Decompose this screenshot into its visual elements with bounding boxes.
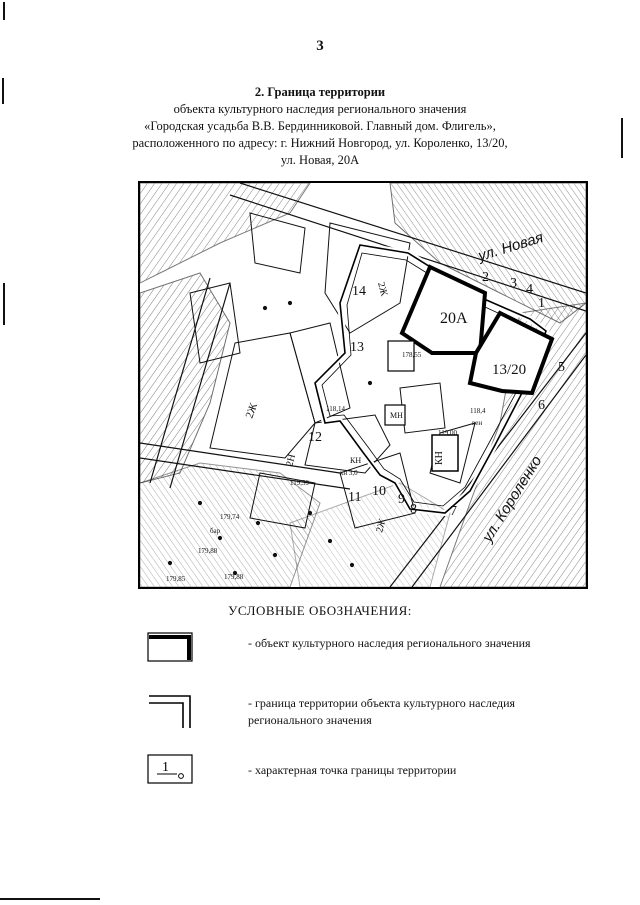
elevation-118-4: 118,4: [470, 407, 486, 415]
boundary-point-11: 11: [348, 490, 362, 505]
legend-text-boundary-point: - характерная точка границы территории: [248, 763, 457, 777]
boundary-point-4: 4: [526, 282, 533, 297]
boundary-point-10: 10: [372, 484, 386, 499]
elevation-119-39: 119,39: [290, 479, 309, 487]
boundary-point-symbol-number: 1: [162, 760, 169, 775]
page-number: 3: [316, 38, 324, 54]
elevation-178-55: 178,55: [402, 351, 422, 359]
label-2zh-bottom: 2Ж: [374, 517, 389, 534]
scan-margin-mark-right: [621, 118, 623, 158]
title-line-2: «Городская усадьба В.В. Бердинниковой. Главный дом. Флигель»,: [144, 119, 496, 133]
boundary-point-3: 3: [510, 276, 517, 291]
label-mn: МН: [390, 411, 403, 420]
heritage-object-symbol: [147, 632, 193, 662]
label-kn: КН: [434, 451, 445, 465]
title-line-1: объекта культурного наследия регионального значения: [173, 102, 467, 116]
boundary-point-2: 2: [482, 270, 489, 285]
label-kn-3: кн 3,0: [340, 469, 358, 477]
boundary-point-12: 12: [308, 430, 322, 445]
elevation-179-85: 179,85: [166, 575, 186, 583]
legend-text-heritage-object: - объект культурного наследия регионального значения: [248, 636, 531, 650]
boundary-point-14: 14: [352, 284, 366, 299]
title-heading: 2. Граница территории: [254, 85, 386, 99]
document-title: [100, 84, 540, 169]
territory-boundary-symbol: [147, 693, 193, 729]
elevation-119-00: 119,00: [438, 429, 457, 437]
boundary-point-13: 13: [350, 340, 364, 355]
boundary-point-1: 1: [538, 296, 545, 311]
boundary-point-9: 9: [398, 492, 405, 507]
building-label-20a: 20А: [440, 310, 468, 327]
territory-map-svg: [140, 183, 586, 587]
scan-margin-mark-lower: [3, 283, 5, 325]
street-novaya-label: ул. Новая: [476, 228, 546, 265]
building-label-13-20: 13/20: [492, 362, 527, 378]
boundary-point-8: 8: [410, 502, 417, 517]
scan-margin-mark-bottom: [0, 898, 100, 900]
title-line-3: расположенного по адресу: г. Нижний Новгород, ул. Короленко, 13/20,: [132, 136, 508, 150]
label-kn-small: КН: [350, 456, 362, 465]
title-line-4: ул. Новая, 20А: [280, 153, 360, 167]
boundary-point-7: 7: [450, 504, 457, 519]
boundary-point-5: 5: [558, 360, 565, 375]
scan-margin-mark-top: [3, 2, 5, 20]
elevation-118-14: 118,14: [326, 405, 345, 413]
elevation-179-74: 179,74: [220, 513, 240, 521]
elevation-179-88-b: 179,88: [224, 573, 244, 581]
boundary-point-6: 6: [538, 398, 545, 413]
label-2zh-left: 2Ж: [243, 401, 261, 421]
label-bar: бар: [210, 527, 221, 535]
boundary-point-symbol: [147, 754, 193, 784]
street-korolenko-label: ул. Короленко: [478, 452, 546, 546]
elevation-179-88: 179,88: [198, 547, 218, 555]
legend-title: УСЛОВНЫЕ ОБОЗНАЧЕНИЯ:: [228, 603, 412, 618]
label-ven: вен: [472, 419, 483, 427]
label-2zh-top: 2Ж: [375, 280, 390, 298]
territory-map: [138, 181, 588, 589]
scan-margin-mark-middle: [2, 78, 4, 104]
legend-text-territory-boundary: - граница территории объекта культурного наследия регионального значения: [248, 696, 516, 727]
label-2n: 2Н: [284, 453, 299, 468]
